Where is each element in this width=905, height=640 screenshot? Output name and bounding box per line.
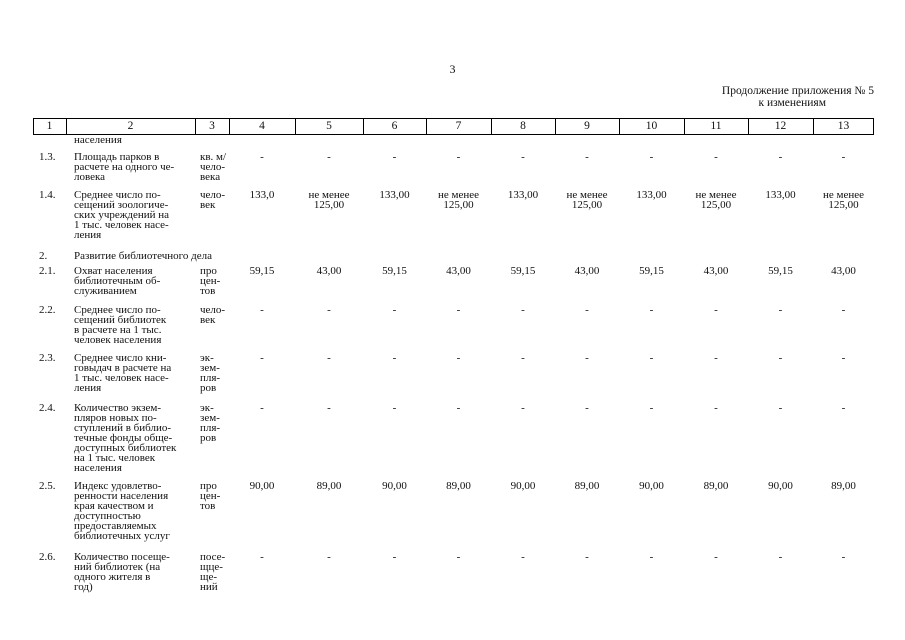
value-col-7: - [456,352,461,364]
value-col-6: 90,00 [382,480,407,492]
value-col-6: - [392,151,397,163]
caption-line-2: к изменениям [758,97,826,109]
value-col-4: - [260,304,264,316]
header-col-8: 8 [520,120,526,132]
value-col-10: - [649,151,654,163]
unit-of-measure: посе- щце- ще- ний [200,551,226,593]
row-number: 2.6. [39,551,56,563]
value-col-13: - [841,151,846,163]
value-col-6: - [392,402,397,414]
value-col-13: 43,00 [831,265,856,277]
value-col-4: - [260,402,264,414]
value-col-13: - [841,402,846,414]
unit-of-measure: про цен- тов [200,480,221,512]
row-number: 1.4. [39,189,56,201]
value-col-5: не менее 125,00 [308,189,350,211]
value-col-11: 89,00 [703,480,729,492]
value-col-11: 43,00 [703,265,729,277]
value-col-4: - [260,151,264,163]
indicator-name: Охват населения библиотечным об- служиванием [74,265,161,297]
header-col-5: 5 [326,120,332,132]
unit-of-measure: чело- век [200,304,226,326]
header-col-2: 2 [127,120,134,132]
value-col-7: - [456,551,461,563]
value-col-10: 59,15 [639,265,664,277]
value-col-7: 89,00 [446,480,471,492]
value-col-9: - [585,551,589,563]
value-col-8: - [521,352,525,364]
unit-of-measure: эк- зем- пля- ров [200,402,221,444]
value-col-6: 59,15 [382,265,407,277]
value-col-11: - [714,352,718,364]
value-col-7: - [456,151,461,163]
value-col-6: - [392,551,397,563]
value-col-8: - [521,402,525,414]
header-col-10: 10 [645,120,658,132]
value-col-10: - [649,402,654,414]
value-col-8: 133,00 [507,189,539,201]
indicator-name: Среднее число по- сещений библиотек в расчете на 1 тыс. человек населения [74,304,167,346]
value-col-7: не менее 125,00 [437,189,479,211]
row-number: 1.3. [39,151,56,163]
indicator-name: населения [74,134,122,146]
indicator-name: Среднее число кни- говыдач в расчете на 1 тыс. человек насе- ления [74,352,172,394]
value-col-11: - [714,304,718,316]
value-col-8: 59,15 [510,265,536,277]
value-col-9: - [585,151,589,163]
value-col-12: - [778,402,783,414]
indicator-name: Развитие библиотечного дела [74,250,212,262]
unit-of-measure: эк- зем- пля- ров [200,352,221,394]
indicator-name: Индекс удовлетво- ренности населения края качеством и доступностью предоставляемых библиотечных услуг [74,480,170,542]
row-number: 2.5. [39,480,56,492]
value-col-12: 133,00 [765,189,796,201]
value-col-4: 59,15 [249,265,275,277]
value-col-13: не менее 125,00 [822,189,864,211]
table-header-row [33,118,874,135]
appendix-caption [690,85,874,109]
header-col-13: 13 [837,120,850,132]
header-col-3: 3 [209,120,215,132]
value-col-9: - [585,402,589,414]
caption-line-1: Продолжение приложения № 5 [721,85,874,97]
page-number: 3 [449,62,456,76]
value-col-13: 89,00 [831,480,856,492]
value-col-6: 133,00 [379,189,410,201]
value-col-9: - [585,304,589,316]
value-col-13: - [841,352,846,364]
indicator-name: Площадь парков в расчете на одного че- ловека [74,151,175,183]
value-col-13: - [841,304,846,316]
value-col-5: - [327,151,331,163]
indicator-name: Среднее число по- сещений зоологиче- ских учреждений на 1 тыс. человек насе- ления [74,189,170,241]
row-number: 2.2. [39,304,56,316]
header-col-6: 6 [391,120,398,132]
value-col-9: - [585,352,589,364]
header-col-11: 11 [710,120,722,132]
value-col-10: 90,00 [639,480,664,492]
value-col-9: 43,00 [574,265,600,277]
header-col-12: 12 [774,120,787,132]
value-col-12: 59,15 [768,265,793,277]
value-col-11: - [714,551,718,563]
indicator-name: Количество посеще- ний библиотек (на одного жителя в год) [74,551,170,593]
value-col-4: 90,00 [249,480,275,492]
indicator-name: Количество экзем- пляров новых по- ступлений в библио- течные фонды обще- доступных библиотек на 1 тыс. человек населения [74,402,177,474]
value-col-11: не менее 125,00 [695,189,737,211]
value-col-12: - [778,352,783,364]
header-col-1: 1 [46,120,53,132]
header-col-7: 7 [455,120,462,132]
value-col-5: - [327,402,331,414]
value-col-7: - [456,304,461,316]
value-col-4: - [260,352,264,364]
unit-of-measure: чело- век [200,189,226,211]
row-number: 2.4. [39,402,56,414]
value-col-9: 89,00 [574,480,600,492]
value-col-4: 133,0 [249,189,275,201]
unit-of-measure: кв. м/ чело- века [200,151,227,183]
value-col-10: - [649,551,654,563]
value-col-13: - [841,551,846,563]
value-col-6: - [392,304,397,316]
value-col-8: - [521,151,525,163]
value-col-4: - [260,551,264,563]
value-col-8: 90,00 [510,480,536,492]
value-col-5: - [327,352,331,364]
value-col-10: 133,00 [636,189,667,201]
value-col-12: - [778,304,783,316]
value-col-5: 89,00 [316,480,342,492]
value-col-5: - [327,304,331,316]
value-col-7: 43,00 [446,265,471,277]
value-col-12: - [778,551,783,563]
row-number: 2. [39,250,48,262]
value-col-9: не менее 125,00 [566,189,608,211]
value-col-12: 90,00 [768,480,793,492]
unit-of-measure: про цен- тов [200,265,221,297]
value-col-5: - [327,551,331,563]
row-number: 2.1. [39,265,56,277]
row-number: 2.3. [39,352,56,364]
value-col-11: - [714,402,718,414]
value-col-10: - [649,304,654,316]
value-col-5: 43,00 [316,265,342,277]
value-col-7: - [456,402,461,414]
header-col-4: 4 [259,120,265,132]
value-col-10: - [649,352,654,364]
value-col-6: - [392,352,397,364]
header-col-9: 9 [584,120,590,132]
value-col-12: - [778,151,783,163]
value-col-8: - [521,551,525,563]
value-col-11: - [714,151,718,163]
value-col-8: - [521,304,525,316]
